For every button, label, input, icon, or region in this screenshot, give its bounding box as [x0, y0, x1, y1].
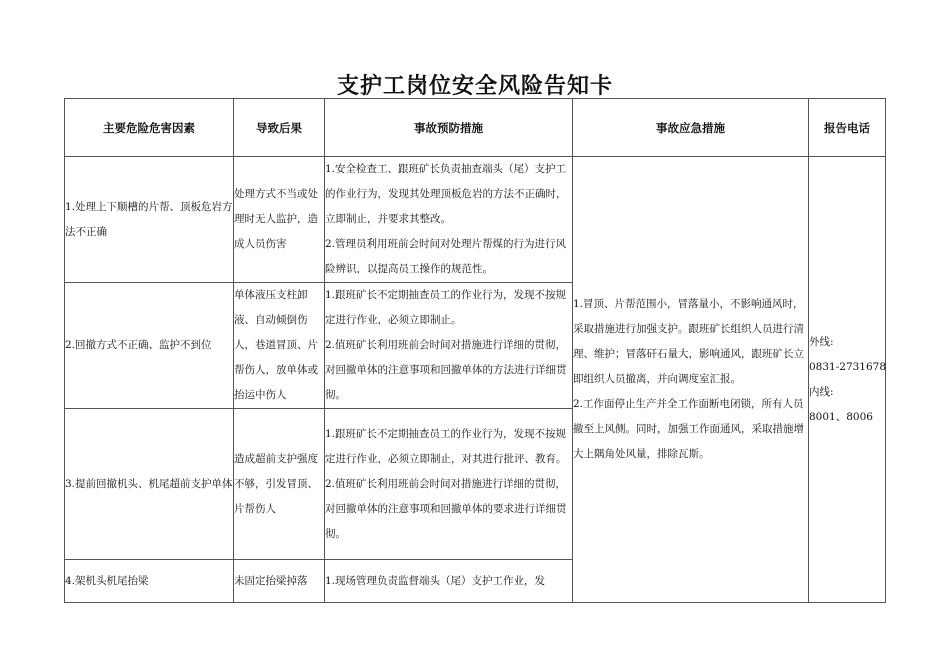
header-emergency: 事故应急措施	[573, 99, 809, 157]
prevention-item: 1.安全检查工、跟班矿长负责抽查端头（尾）支护工的作业行为，发现其处理顶板危岩的方法不正确时，立即制止，并要求其整改。	[325, 163, 567, 225]
prevention-cell	[325, 157, 573, 283]
phone-internal-number: 8001、8006	[809, 410, 873, 423]
phone-internal-label: 内线:	[809, 385, 834, 398]
risk-notice-table	[64, 98, 886, 603]
consequence-cell: 处理方式不当或处理时无人监护，造成人员伤害	[234, 157, 325, 283]
table-row	[65, 157, 886, 283]
header-phone: 报告电话	[809, 99, 886, 157]
prevention-item: 2.值班矿长利用班前会时间对措施进行详细的贯彻，对回撤单体的注意事项和回撤单体的要求进行详细贯彻。	[325, 477, 567, 540]
header-hazard: 主要危险危害因素	[65, 99, 234, 157]
prevention-item: 2.管理员利用班前会时间对处理片帮煤的行为进行风险辨识，以提高员工操作的规范性。	[325, 238, 567, 275]
prevention-cell	[325, 409, 573, 560]
header-consequence: 导致后果	[234, 99, 325, 157]
phone-external-label: 外线:	[809, 335, 834, 348]
header-prevention: 事故预防措施	[325, 99, 573, 157]
emergency-cell	[573, 157, 809, 603]
phone-cell	[809, 157, 886, 603]
page-title: 支护工岗位安全风险告知卡	[336, 74, 613, 99]
hazard-cell: 1.处理上下顺槽的片帮、顶板危岩方法不正确	[65, 157, 234, 283]
consequence-cell: 单体液压支柱卸液、自动倾倒伤人，巷道冒顶、片帮伤人，放单体或抬运中伤人	[234, 283, 325, 409]
emergency-item: 2.工作面停止生产并全工作面断电闭锁，所有人员撤至上风侧。同时，加强工作面通风，采取措施增大上隅角处风量，排除瓦斯。	[573, 398, 804, 460]
prevention-cell	[325, 560, 573, 603]
prevention-cell	[325, 283, 573, 409]
prevention-item: 1.跟班矿长不定期抽查员工的作业行为，发现不按规定进行作业，必须立即制止，对其进行批评、教育。	[325, 427, 567, 465]
prevention-item: 1.跟班矿长不定期抽查员工的作业行为，发现不按规定进行作业，必须立即制止。	[325, 289, 567, 326]
table-header-row	[65, 99, 886, 157]
hazard-cell: 2.回撤方式不正确、监护不到位	[65, 283, 234, 409]
emergency-item: 1.冒顶、片帮范围小，冒落量小，不影响通风时，采取措施进行加强支护。跟班矿长组织人员进行清理、维护；冒落矸石量大，影响通风，跟班矿长立即组织人员撤离，并向调度室汇报。	[573, 298, 804, 385]
prevention-item: 2.值班矿长利用班前会时间对措施进行详细的贯彻，对回撤单体的注意事项和回撤单体的方法进行详细贯彻。	[325, 339, 567, 401]
hazard-cell: 3.提前回撤机头、机尾超前支护单体	[65, 409, 234, 560]
phone-external-number: 0831-2731678	[809, 360, 887, 373]
consequence-cell: 未固定抬梁掉落	[234, 560, 325, 603]
consequence-cell: 造成超前支护强度不够，引发冒顶、片帮伤人	[234, 409, 325, 560]
prevention-item: 1.现场管理负责监督端头（尾）支护工作业，发	[325, 574, 546, 587]
hazard-cell: 4.架机头机尾抬梁	[65, 560, 234, 603]
